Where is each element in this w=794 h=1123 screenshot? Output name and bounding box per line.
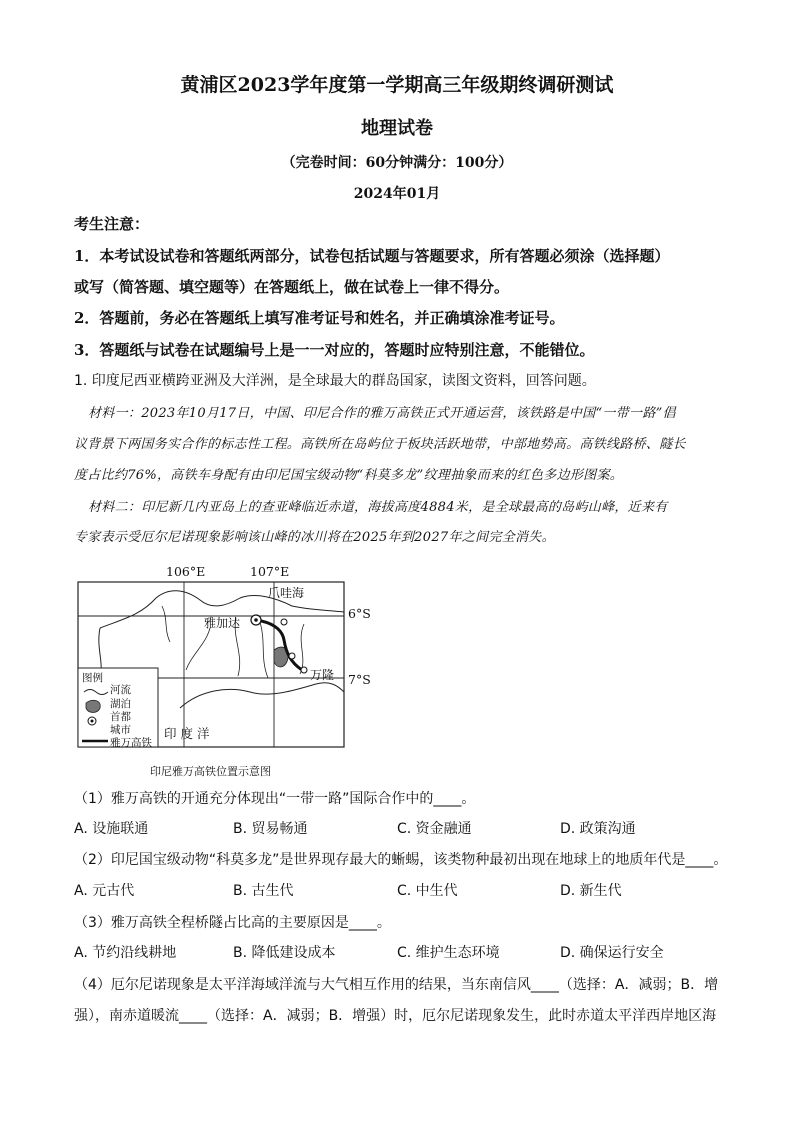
exam-subject: 地理试卷 [361,118,433,139]
label-indian-ocean: 印 度 洋 [164,726,210,741]
legend-capital-label: 首都 [110,711,131,723]
notice-line-4: 3．答题纸与试卷在试题编号上是一一对应的，答题时应特别注意，不能错位。 [74,341,595,359]
legend-city-label: 城市 [110,724,131,736]
southern-coastline [180,683,344,708]
sub-question-4-line-1: （4）厄尔尼诺现象是太平洋海域洋流与大气相互作用的结果，当东南信风____（选择：A．减弱；B．增 [74,977,719,993]
sub1-option-a: A. 设施联通 [74,821,149,837]
label-6s: 6°S [348,606,371,621]
exam-title: 黄浦区2023学年度第一学期高三年级期终调研测试 [180,74,614,96]
sub1-option-c: C. 资金融通 [397,821,472,837]
material-2-line-1: 材料二：印尼新几内亚岛上的查亚峰临近赤道，海拔高度4884米，是全球最高的岛屿山峰，近来有 [88,500,668,515]
sub3-option-c: C. 维护生态环境 [397,945,500,961]
legend-capital-dot [91,720,94,723]
label-java-sea: 爪哇海 [268,586,305,600]
sub-question-1: （1）雅万高铁的开通充分体现出“一带一路”国际合作中的____。 [74,791,476,807]
sub2-option-c: C. 中生代 [397,883,458,899]
sub1-option-d: D. 政策沟通 [560,821,636,837]
city-marker-bandung [301,667,307,673]
sub3-option-a: A. 节约沿线耕地 [74,945,177,961]
sub-question-4-line-2: 强），南赤道暖流____（选择：A．减弱；B．增强）时，厄尔尼诺现象发生，此时赤道太平洋西岸地区海 [74,1008,717,1024]
material-1-line-1: 材料一：2023年10月17日，中国、印尼合作的雅万高铁正式开通运营，该铁路是中国“一带一路”倡 [88,406,676,421]
legend-lake-label: 湖泊 [110,698,131,710]
legend-river-label: 河流 [110,684,131,696]
label-jakarta: 雅加达 [204,616,241,630]
river-3 [260,622,268,678]
legend-railway-label: 雅万高铁 [110,737,152,749]
sub2-option-b: B. 古生代 [233,883,294,899]
material-1-line-3: 度占比约76%，高铁车身配有由印尼国宝级动物“科莫多龙”纹理抽象而来的红色多边形图案。 [74,468,624,483]
question-1-stem: 1. 印度尼西亚横跨亚洲及大洋洲，是全球最大的群岛国家，读图文资料，回答问题。 [74,373,596,389]
river-1 [186,628,210,670]
legend-title: 图例 [82,672,103,684]
sub3-option-d: D. 确保运行安全 [560,945,664,961]
notice-line-3: 2．答题前，务必在答题纸上填写准考证号和姓名，并正确填涂准考证号。 [74,309,565,327]
river-4 [300,624,304,674]
notice-line-1: 1．本考试设试卷和答题纸两部分，试卷包括试题与答题要求，所有答题必须涂（选择题） [74,247,670,265]
material-2-line-2: 专家表示受厄尔尼诺现象影响该山峰的冰川将在2025年到2027年之间完全消失。 [74,530,555,545]
capital-marker-dot [254,618,258,622]
river-5 [162,606,170,642]
notice-heading: 考生注意： [74,215,150,233]
legend-lake-symbol [86,700,100,712]
sub2-option-d: D. 新生代 [560,883,622,899]
sub1-option-b: B. 贸易畅通 [233,821,308,837]
label-7s: 7°S [348,672,371,687]
sub3-option-b: B. 降低建设成本 [233,945,336,961]
sub-question-3: （3）雅万高铁全程桥隧占比高的主要原因是____。 [74,915,391,931]
material-1-line-2: 议背景下两国务实合作的标志性工程。高铁所在岛屿位于板块活跃地带，中部地势高。高铁线路桥、隧长 [74,437,686,452]
label-106e: 106°E [166,564,206,579]
sub2-option-a: A. 元古代 [74,883,135,899]
exam-date: 2024年01月 [353,186,441,202]
sub-question-2: （2）印尼国宝级动物“科莫多龙”是世界现存最大的蜥蜴，该类物种最初出现在地球上的地质年代是____。 [74,852,728,868]
map-caption: 印尼雅万高铁位置示意图 [150,765,271,778]
label-bandung: 万隆 [310,668,335,682]
city-marker-middle [289,653,295,659]
city-marker-north [281,619,287,625]
railway-location-map [60,558,390,758]
notice-line-2: 或写（简答题、填空题等）在答题纸上，做在试卷上一律不得分。 [74,278,510,296]
exam-time-info: （完卷时间：60分钟满分：100分） [281,155,513,171]
label-107e: 107°E [250,564,290,579]
